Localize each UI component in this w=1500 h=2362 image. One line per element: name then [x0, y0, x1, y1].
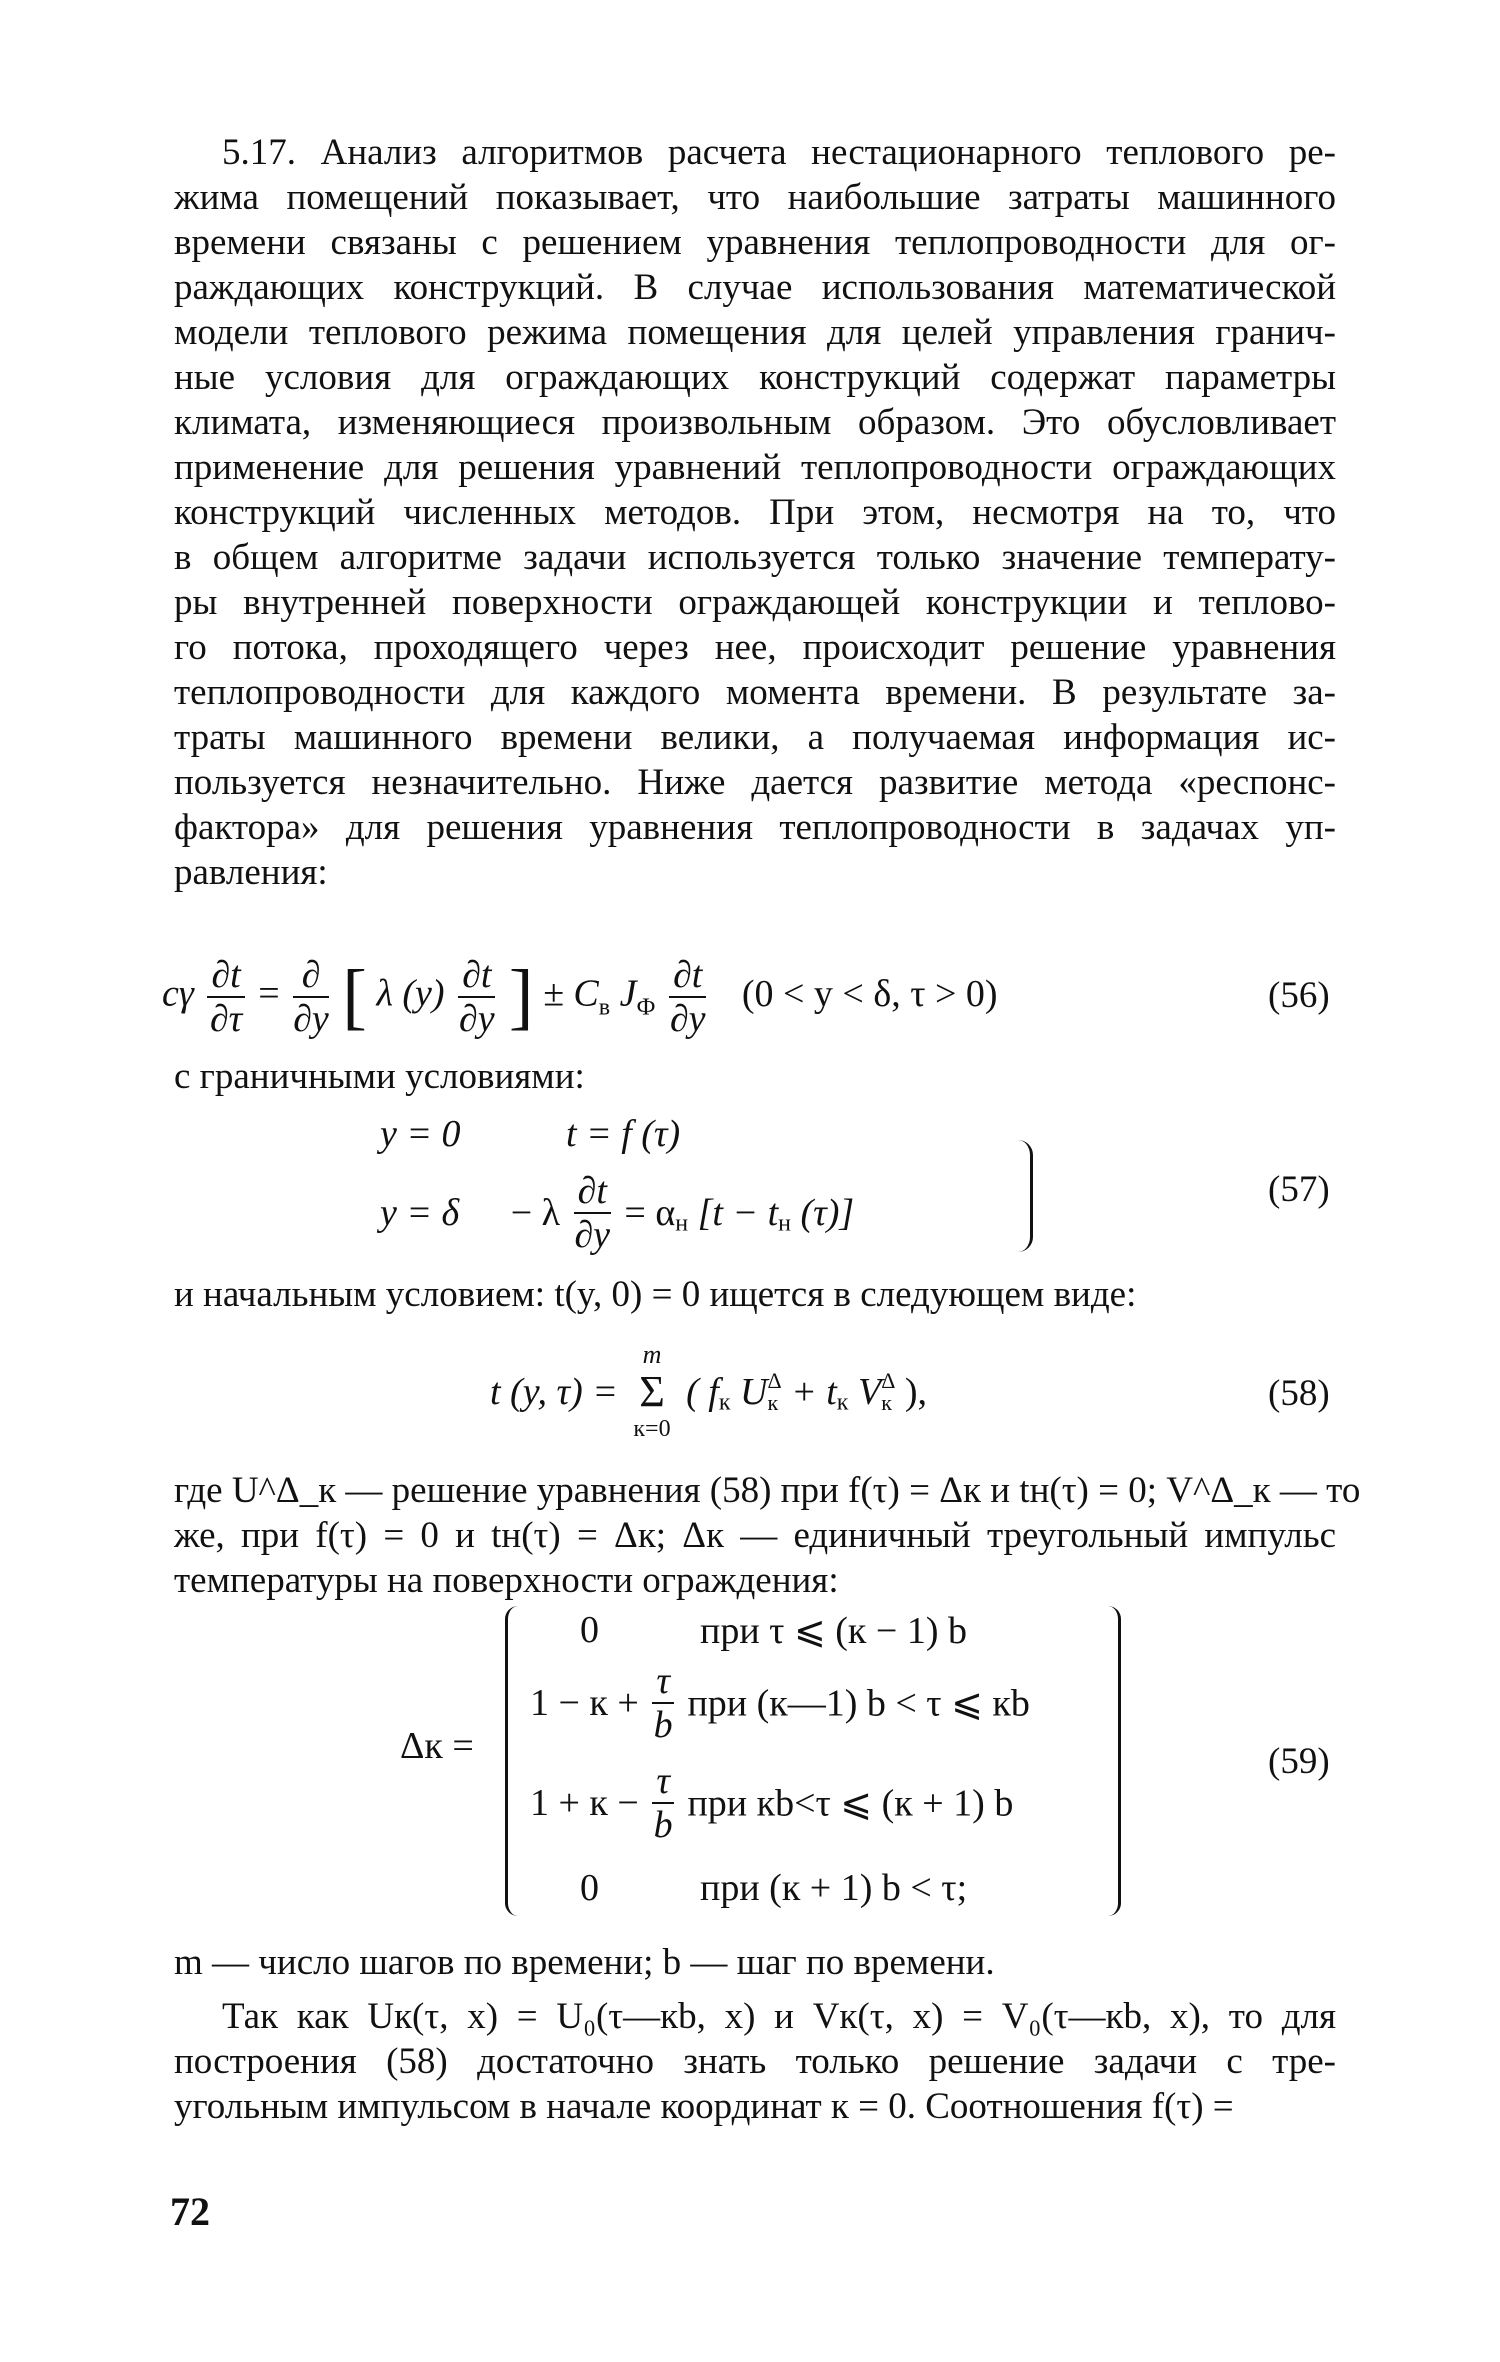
eq56-frac-dt-dy-3: [669, 954, 706, 1040]
eq59-row-1: [580, 1608, 599, 1652]
eq56-pm: ± C: [543, 972, 599, 1015]
eq59-row-3-expr: 1 + к −: [530, 1782, 639, 1824]
eq58-u-sub: к: [767, 1390, 779, 1415]
eq57-number: (57): [1268, 1169, 1330, 1210]
eq56-dy-2: ∂y: [458, 998, 495, 1040]
eq57-row2-right-b: [t − t: [688, 1192, 779, 1234]
text-m-definition: m — число шагов по времени; b — шаг по времени.: [174, 1942, 995, 1983]
eq56-lhs: cγ: [162, 972, 194, 1015]
paragraph3-line: угольным импульсом в начале координат к = 0. Соотношения f(τ) =: [174, 2086, 1234, 2127]
eq58-sum-top: m: [642, 1340, 662, 1369]
eq57-row1-right: t = f (τ): [566, 1113, 681, 1155]
eq59-frac-den-1: b: [653, 1704, 673, 1746]
eq59-row-3: [530, 1760, 1013, 1846]
paragraph2-line: температуры на поверхности ограждения:: [174, 1560, 839, 1601]
paragraph1-line: конструкций численных методов. При этом, несмотря на то, что: [174, 492, 1336, 533]
paragraph-where: [174, 1468, 1361, 1603]
eq56-cb-sub: в: [598, 994, 611, 1021]
eq59-row-1-expr: 0: [580, 1609, 599, 1651]
eq59-number: (59): [1268, 1741, 1330, 1782]
eq59-row-2: [530, 1660, 1030, 1746]
eq56-dtau: ∂τ: [209, 998, 243, 1040]
eq58-plus: + t: [791, 1371, 837, 1413]
eq59-row-4-expr: 0: [580, 1867, 599, 1909]
eq56-rbracket: ]: [508, 955, 534, 1038]
eq56-equals: =: [258, 972, 280, 1015]
equation-56: [162, 954, 998, 1040]
eq58-number: (58): [1268, 1373, 1330, 1414]
eq59-frac-num-1: τ: [656, 1660, 670, 1702]
eq56-dt-3: ∂t: [672, 954, 703, 996]
paragraph2-line: где U^Δ_к — решение уравнения (58) при f(τ) = Δк и tн(τ) = 0; V^Δ_к — то: [174, 1470, 1361, 1511]
paragraph1-line: применение для решения уравнений теплопроводности ограждающих: [174, 447, 1336, 488]
paragraph1-line: жима помещений показывает, что наибольшие затраты машинного: [174, 177, 1336, 218]
eq56-dy-3: ∂y: [669, 998, 706, 1040]
paragraph1-line: климата, изменяющиеся произвольным образом. Это обусловливает: [174, 402, 1336, 443]
eq57-row1-left: y = 0: [380, 1113, 461, 1155]
paragraph3-line: Так как Uк(τ, x) = U₀(τ—кb, x) и Vк(τ, x) = V₀(τ—кb, x), то для: [222, 1996, 1336, 2037]
eq59-frac-den-2: b: [653, 1804, 673, 1846]
eq56-dt-2: ∂t: [462, 954, 492, 996]
eq58-v-sub: к: [881, 1390, 892, 1415]
eq56-dy: ∂y: [293, 998, 329, 1040]
paragraph1-line: ры внутренней поверхности ограждающей конструкции и теплово-: [174, 582, 1336, 623]
eq56-frac-d-dy: [293, 954, 329, 1040]
text-boundary-conditions: с граничными условиями:: [174, 1056, 585, 1097]
eq57-row2-left: y = δ: [380, 1192, 460, 1234]
eq57-row2: [380, 1170, 854, 1256]
paragraph1-line: модели теплового режима помещения для целей управления гранич-: [174, 312, 1336, 353]
eq56-number: (56): [1268, 975, 1330, 1016]
eq59-row-3-frac: [652, 1760, 674, 1846]
eq58-sum: [633, 1340, 670, 1444]
text-initial-condition: и начальным условием: t(y, 0) = 0 ищется в следующем виде:: [174, 1274, 1137, 1315]
eq59-row-3-cond: при кb<τ ⩽ (к + 1) b: [687, 1782, 1014, 1825]
paragraph-since: [174, 1994, 1336, 2129]
eq57-dt: ∂t: [577, 1170, 607, 1212]
equation-58: [490, 1340, 927, 1444]
eq57-dy: ∂y: [574, 1214, 611, 1256]
eq58-u: U: [739, 1371, 768, 1413]
eq59-row-4: [580, 1866, 599, 1910]
eq58-sum-symbol: Σ: [639, 1367, 665, 1416]
eq58-sum-bottom: к=0: [633, 1416, 671, 1442]
paragraph1-line: пользуется незначительно. Ниже дается развитие метода «респонс-: [174, 762, 1336, 803]
eq59-right-brace: [1108, 1606, 1121, 1916]
eq57-row2-mid: − λ: [510, 1192, 561, 1234]
eq57-row1: [380, 1112, 680, 1156]
eq58-lhs: t (y, τ) =: [490, 1371, 618, 1413]
eq59-lhs: Δк =: [400, 1725, 474, 1767]
paragraph-5-17: [174, 130, 1336, 895]
eq59-row-1-cond: при τ ⩽ (к − 1) b: [700, 1610, 967, 1652]
eq56-lbracket: [: [342, 955, 367, 1038]
eq58-u-sup: Δ: [767, 1368, 782, 1393]
eq59-left-brace: [505, 1606, 518, 1916]
eq59-row-2-cond: при (к—1) b < τ ⩽ кb: [687, 1682, 1030, 1725]
paragraph1-line: раждающих конструкций. В случае использования математической: [174, 267, 1336, 308]
eq58-close: ),: [904, 1371, 927, 1413]
eq58-body: ( f: [686, 1371, 719, 1413]
eq56-jf-sub: Ф: [636, 994, 656, 1021]
eq58-v-sup: Δ: [881, 1368, 896, 1393]
paragraph1-line: теплопроводности для каждого момента времени. В результате за-: [174, 672, 1336, 713]
eq58-v: V: [857, 1371, 882, 1413]
eq58-f-sub: к: [718, 1389, 731, 1416]
eq56-jf: J: [619, 972, 637, 1015]
eq59-row-4-cond: при (к + 1) b < τ;: [700, 1867, 968, 1909]
paragraph1-line: го потока, проходящего через нее, происходит решение уравнения: [174, 627, 1336, 668]
eq58-t-sub: к: [836, 1389, 849, 1416]
eq56-frac-dt-dtau: [207, 954, 244, 1040]
paragraph1-line: в общем алгоритме задачи используется только значение температу-: [174, 537, 1336, 578]
paragraph3-line: построения (58) достаточно знать только решение задачи с тре-: [174, 2041, 1336, 2082]
eq57-alpha-sub: н: [675, 1210, 689, 1237]
eq59-row-2-expr: 1 − к +: [530, 1682, 639, 1724]
paragraph1-line: ные условия для ограждающих конструкций содержат параметры: [174, 357, 1336, 398]
eq57-t-sub: н: [778, 1210, 791, 1237]
page-number: 72: [170, 2189, 210, 2234]
eq56-condition: (0 < y < δ, τ > 0): [741, 972, 998, 1015]
paragraph1-line: времени связаны с решением уравнения теплопроводности для ог-: [174, 222, 1336, 263]
paragraph1-line: 5.17. Анализ алгоритмов расчета нестационарного теплового ре-: [222, 132, 1336, 173]
eq57-frac-dt-dy: [574, 1170, 611, 1256]
eq59-row-2-frac: [652, 1660, 674, 1746]
paragraph1-line: равления:: [174, 852, 328, 893]
eq56-frac-dt-dy: [458, 954, 495, 1040]
eq56-lambda: λ (y): [376, 972, 445, 1015]
eq57-row2-right-a: = α: [624, 1192, 676, 1234]
eq57-row2-right-c: (τ)]: [790, 1192, 855, 1234]
paragraph1-line: фактора» для решения уравнения теплопроводности в задачах уп-: [174, 807, 1336, 848]
eq56-d: ∂: [301, 954, 321, 996]
paragraph2-line: же, при f(τ) = 0 и tн(τ) = Δк; Δк — единичный треугольный импульс: [174, 1515, 1336, 1556]
eq56-dt: ∂t: [211, 954, 241, 996]
eq57-right-brace: [1018, 1140, 1033, 1252]
paragraph1-line: траты машинного времени велики, а получаемая информация ис-: [174, 717, 1336, 758]
eq59-frac-num-2: τ: [656, 1760, 670, 1802]
